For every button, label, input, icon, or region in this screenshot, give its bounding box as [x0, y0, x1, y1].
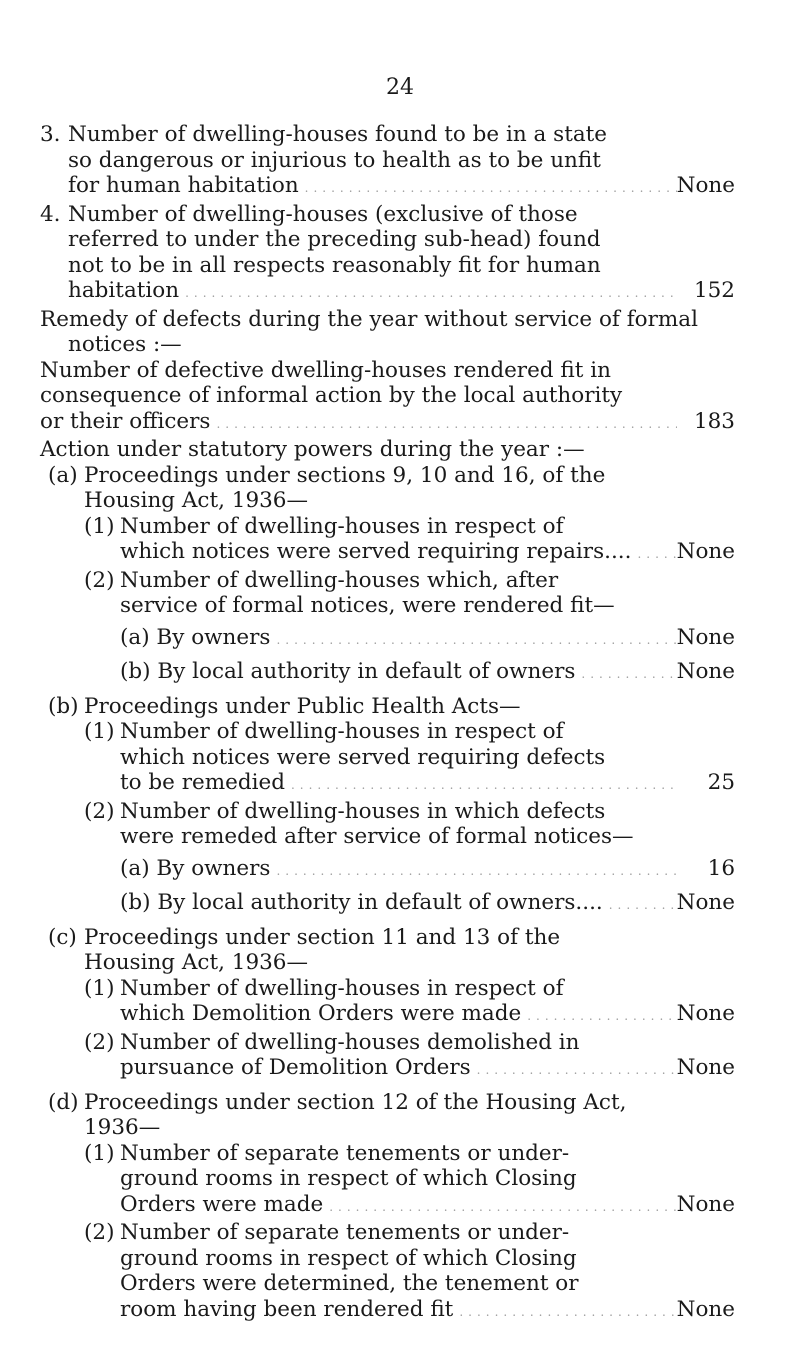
dot-leader	[285, 773, 677, 799]
text-line: which Demolition Orders were made	[120, 1001, 522, 1026]
text-line: Proceedings under section 12 of the Housing Act,	[84, 1089, 627, 1115]
text-line: Number of separate tenements or under-	[120, 1220, 570, 1245]
subsection-label: (a)	[48, 462, 78, 488]
text-line: 1936—	[84, 1115, 161, 1140]
text-line: consequence of informal action by the local authority	[40, 383, 623, 408]
text-line: ground rooms in respect of which Closing	[120, 1166, 577, 1191]
text-line: ground rooms in respect of which Closing	[120, 1245, 577, 1271]
text-line: Orders were made	[120, 1191, 324, 1217]
subsection-label: (c)	[48, 924, 77, 950]
remedy-section	[40, 307, 735, 438]
dot-leader	[323, 1195, 676, 1221]
text-line: pursuance of Demolition Orders	[120, 1055, 471, 1080]
text-line: Proceedings under Public Health Acts—	[84, 693, 521, 719]
value: 16	[707, 855, 735, 881]
text-line: Number of separate tenements or under-	[120, 1140, 570, 1166]
text-line: Proceedings under sections 9, 10 and 16, of the	[84, 462, 606, 488]
dot-leader	[471, 1058, 677, 1084]
subsection-b-2	[84, 799, 735, 919]
value: 152	[693, 278, 735, 303]
subsection-a-2	[84, 568, 735, 688]
text-line: Number of defective dwelling-houses rendered fit in	[40, 357, 611, 383]
subsection-label: (d)	[48, 1089, 79, 1115]
subsection-c	[48, 925, 735, 976]
value: None	[676, 1191, 735, 1217]
text-line: which notices were served requiring defects	[120, 744, 606, 770]
dot-leader	[179, 281, 677, 307]
item-4	[40, 202, 735, 307]
dot-leader	[299, 176, 677, 202]
text-line: Proceedings under section 11 and 13 of the	[84, 924, 561, 950]
text-line: (a) By owners	[120, 624, 271, 650]
item-number: (1)	[84, 719, 115, 744]
value: 25	[707, 770, 735, 795]
text-line: Number of dwelling-houses demolished in	[120, 1029, 580, 1055]
subsection-b-1	[84, 719, 735, 799]
item-number: (2)	[84, 798, 115, 824]
subsection-d-2	[84, 1220, 735, 1325]
text-line: Orders were determined, the tenement or	[120, 1271, 579, 1296]
item-number: 3.	[40, 122, 61, 147]
value: 183	[693, 408, 735, 434]
item-3	[40, 122, 735, 202]
value: None	[676, 624, 735, 650]
dot-leader	[521, 1004, 676, 1030]
text-line: Housing Act, 1936—	[84, 488, 308, 513]
item-number: (2)	[84, 567, 115, 593]
section-heading: notices :—	[68, 332, 182, 357]
value: None	[676, 1055, 735, 1080]
value: None	[676, 890, 735, 915]
text-line: to be remedied	[120, 770, 285, 795]
dot-leader	[270, 628, 676, 654]
text-line: or their officers	[40, 408, 211, 434]
item-number: (1)	[84, 513, 115, 539]
value: None	[676, 1001, 735, 1026]
subsection-c-1	[84, 976, 735, 1030]
text-line: (b) By local authority in default of owners	[120, 659, 576, 684]
dot-leader	[603, 893, 677, 919]
dot-leader	[631, 542, 676, 568]
text-line: Number of dwelling-houses in which defects	[120, 798, 606, 824]
text-line: Number of dwelling-houses in respect of	[120, 975, 564, 1001]
section-heading: Remedy of defects during the year without service of formal	[40, 306, 698, 332]
section-heading: Action under statutory powers during the year :—	[40, 437, 585, 462]
text-line: Number of dwelling-houses found to be in a state	[68, 122, 608, 147]
item-number: 4.	[40, 201, 61, 227]
text-line: Housing Act, 1936—	[84, 950, 308, 975]
text-line: service of formal notices, were rendered fit—	[120, 593, 615, 618]
text-line: Number of dwelling-houses which, after	[120, 567, 559, 593]
subsection-c-2	[84, 1030, 735, 1084]
subsection-b	[48, 694, 735, 720]
item-number: (1)	[84, 1140, 115, 1166]
value: None	[676, 173, 735, 198]
text-line: Number of dwelling-houses in respect of	[120, 513, 564, 539]
dot-leader	[270, 859, 677, 885]
text-line: which notices were served requiring repairs....	[120, 539, 632, 564]
text-line: Number of dwelling-houses in respect of	[120, 719, 564, 744]
text-line: habitation	[68, 278, 180, 303]
dot-leader	[453, 1300, 676, 1326]
subsection-a	[48, 463, 735, 514]
report-body	[40, 122, 735, 1325]
subsection-d-1	[84, 1141, 735, 1221]
text-line: referred to under the preceding sub-head) found	[68, 227, 601, 252]
item-number: (1)	[84, 975, 115, 1001]
text-line: Number of dwelling-houses (exclusive of those	[68, 201, 578, 227]
item-number: (2)	[84, 1220, 115, 1245]
text-line: for human habitation	[68, 173, 299, 198]
text-line: (a) By owners	[120, 855, 271, 881]
dot-leader	[210, 412, 677, 438]
text-line: were remeded after service of formal notices—	[120, 824, 634, 849]
page-number: 24	[386, 75, 414, 100]
value: None	[676, 1296, 735, 1322]
subsection-a-1	[84, 514, 735, 568]
value: None	[676, 539, 735, 564]
text-line: not to be in all respects reasonably fit for human	[68, 252, 601, 278]
text-line: so dangerous or injurious to health as to be unfit	[68, 147, 601, 173]
text-line: (b) By local authority in default of owners....	[120, 890, 603, 915]
item-number: (2)	[84, 1029, 115, 1055]
subsection-label: (b)	[48, 693, 79, 719]
subsection-d	[48, 1090, 735, 1141]
dot-leader	[575, 662, 676, 688]
value: None	[676, 659, 735, 684]
text-line: room having been rendered fit	[120, 1296, 454, 1322]
